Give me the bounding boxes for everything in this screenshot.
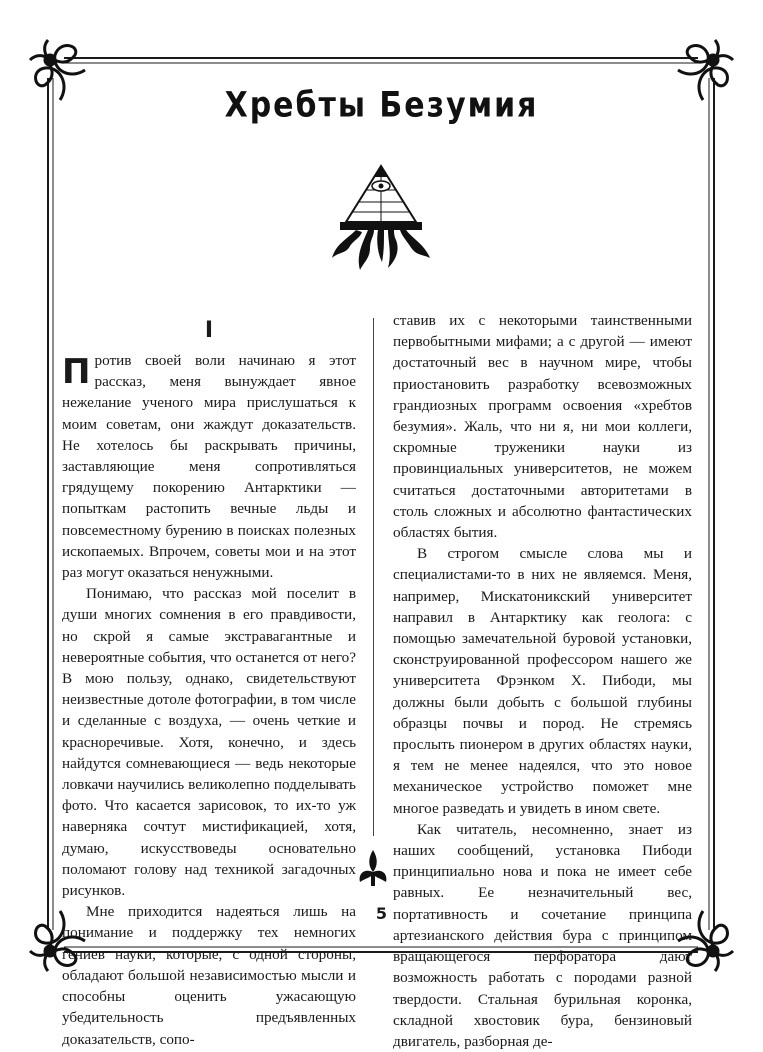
paragraph-text: ротив своей воли начинаю я этот рассказ, меня вынуждает явное нежелание ученого мира прислушаться к моим советам, они жаждут доказательств. Не хотелось бы раскрывать причины, заставляющие меня сопротивляться грядущему покорению Антарктики — попыткам растопить вечные льды и повсеместному бурению в поисках полезных ископаемых. Впрочем, советы мои и на этот раз могут оказаться ненужными. <box>62 352 356 582</box>
paragraph: Как читатель, несомненно, знает из наших сообщений, установка Пибоди принципиально нова и пока не имеет себе равных. Ее незначительный вес, портативность и сочетание принципа артезианского действия бура с принципом вращающегося перфоратора дают возможность работать с породами разной твердости. Стальная бурильная коронка, складной хвостовик бура, бензиновый двигатель, разборная де- <box>393 820 692 1050</box>
chapter-number: I <box>204 318 214 343</box>
left-column <box>62 350 356 1050</box>
column-divider <box>373 318 374 836</box>
paragraph: Понимаю, что рассказ мой поселит в души многих сомнения в его правдивости, но скрой я самые экстравагантные и невероятные события, что останется от него? В мою пользу, однако, свидетельствуют неизвестные дотоле фотографии, в том числе и сделанные с воздуха, — очень четкие и красноречивые. Хотя, конечно, и здесь найдутся сомневающиеся — ведь некоторые ловкачи научились великолепно подделывать фото. Что касается зарисовок, то их-то уж наверняка сочтут мистификацией, хотя, думаю, искусствоведы основательно поломают голову над техникой загадочных рисунков. <box>62 585 356 900</box>
pyramid-eye-tentacles-icon <box>326 162 436 274</box>
paragraph <box>62 350 356 583</box>
paragraph: ставив их с некоторыми таинственными первобытными мифами; а с другой — имеют достаточный вес в научном мире, чтобы приостановить разработку всевозможных грандиозных программ освоения «хребтов безумия». Жаль, что ни я, ни мои коллеги, скромные труженики науки из провинциальных университетов, не можем считаться достаточными авторитетами в столь сложных и абсолютно фантастических областях бытия. <box>393 312 692 542</box>
drop-cap: П <box>62 352 91 392</box>
page-number: 5 <box>375 904 388 923</box>
right-column <box>393 310 692 1052</box>
paragraph: В строгом смысле слова мы и специалистами-то в них не являемся. Меня, например, Мискатоникский университет направил в Антарктику как геолога: с помощью замечательной буровой установки, сконструированной профессором нашего же университета Фрэнком Х. Пибоди, мы должны были добыть с большой глубины образцы почвы и пород. Не стремясь прослыть пионером в других областях науки, я тем не менее надеялся, что это новое механическое устройство поможет мне многое разведать и увидеть в ином свете. <box>393 545 692 817</box>
page-title: Хребты Безумия <box>224 85 539 126</box>
paragraph: Мне приходится надеяться лишь на понимание и поддержку тех немногих гениев науки, которые, с одной стороны, обладают большой независимостью мысли и способны оценить ужасающую убедительность предъявленных доказательств, сопо- <box>62 903 356 1048</box>
leaf-ornament-icon <box>356 848 390 888</box>
